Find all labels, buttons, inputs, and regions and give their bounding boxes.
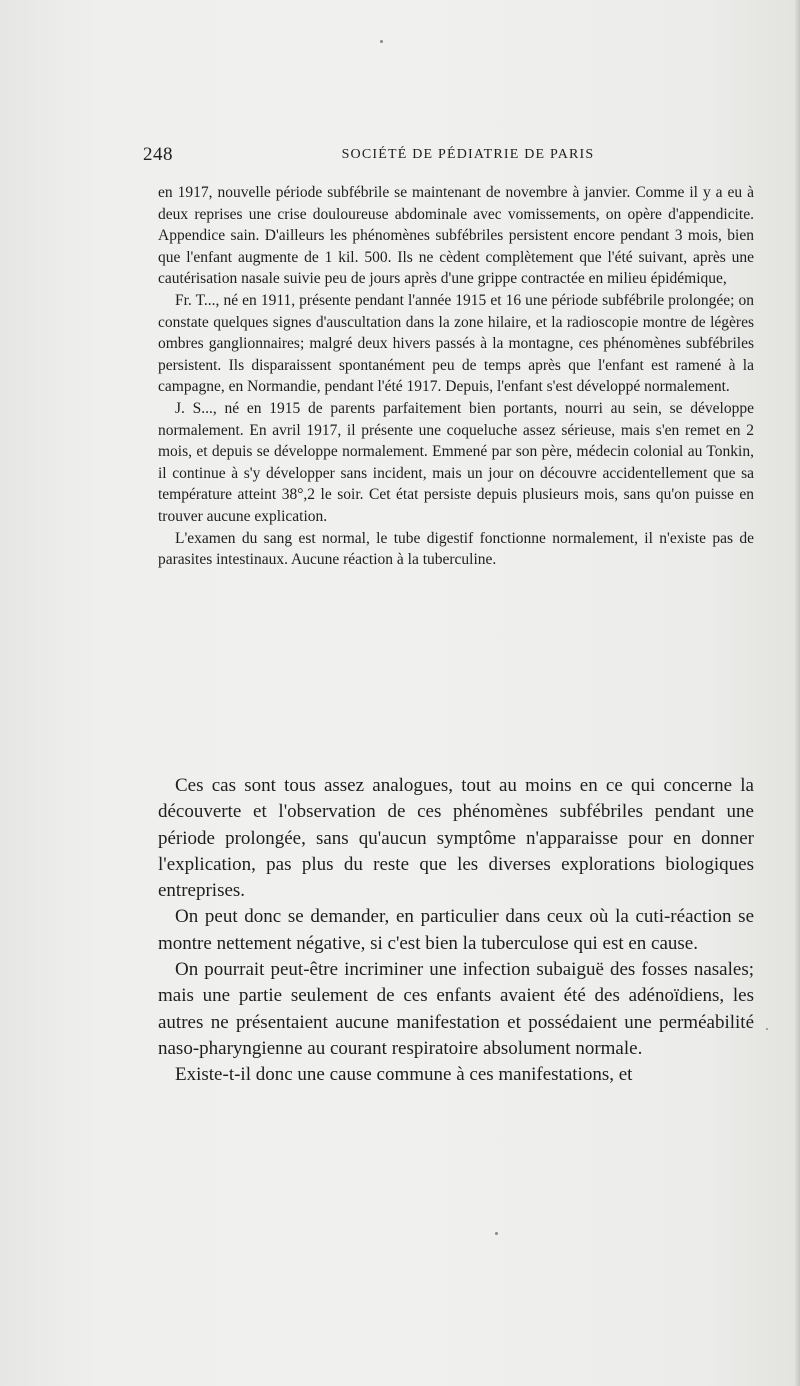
paper-speck — [380, 40, 383, 43]
case-j-s-paragraph: J. S..., né en 1915 de parents parfaitement bien portants, nourri au sein, se développe normalement. En avril 1917, il présente une coqueluche assez sérieuse, mais s'en remet en 2 mois, et depuis se développe normalement. Emmené par son père, médecin colonial au Tonkin, il continue à s'y développer sans incident, mais un jour on découvre accidentellement que sa température atteint 38°,2 le soir. Cet état persiste depuis plusieurs mois, sans qu'on puisse en trouver aucune explication. — [158, 399, 754, 525]
case-j-s-exam-paragraph: L'examen du sang est normal, le tube digestif fonctionne normalement, il n'existe pas de parasites intestinaux. Aucune réaction à la tuberculine. — [158, 529, 754, 569]
discussion-paragraph: On peut donc se demander, en particulier dans ceux où la cuti-réaction se montre nettement négative, si c'est bien la tuberculose qui est en cause. — [158, 906, 754, 954]
discussion-section — [158, 773, 754, 1089]
running-title: SOCIÉTÉ DE PÉDIATRIE DE PARIS — [341, 147, 595, 162]
page-edge-shadow — [794, 0, 800, 1386]
case-reports-section — [158, 182, 754, 571]
discussion-paragraph: On pourrait peut-être incriminer une infection subaiguë des fosses nasales; mais une partie seulement de ces enfants avaient été des adénoïdiens, les autres ne présentaient aucune manifestation et possédaient une perméabilité naso-pharyngienne au courant respiratoire absolument normale. — [158, 959, 754, 1059]
paragraph-continued: en 1917, nouvelle période subfébrile se maintenant de novembre à janvier. Comme il y a eu à deux reprises une crise douloureuse abdominale avec vomissements, on opère d'appendicite. Appendice sain. D'ailleurs les phénomènes subfébriles persistent encore pendant 3 mois, bien que l'enfant augmente de 1 kil. 500. Ils ne cèdent complètement que l'été suivant, après une cautérisation nasale suivie peu de jours après d'une grippe contractée en milieu épidémique, — [158, 184, 754, 288]
page-number: 248 — [143, 144, 173, 165]
page-header — [143, 144, 753, 168]
discussion-paragraph: Existe-t-il donc une cause commune à ces manifestations, et — [175, 1064, 633, 1086]
discussion-paragraph: Ces cas sont tous assez analogues, tout au moins en ce qui concerne la découverte et l'observation de ces phénomènes subfébriles pendant une période prolongée, sans qu'aucun symptôme n'apparaisse pour en donner l'explication, pas plus du reste que les diverses explorations biologiques entreprises. — [158, 775, 754, 902]
paper-speck — [495, 1232, 498, 1235]
case-fr-t-paragraph: Fr. T..., né en 1911, présente pendant l'année 1915 et 16 une période subfébrile prolongée; on constate quelques signes d'auscultation dans la zone hilaire, et la radioscopie montre de légères ombres ganglionnaires; malgré deux hivers passés à la montagne, ces phénomènes subfébriles persistent. Ils disparaissent spontanément peu de temps après que l'enfant est ramené à la campagne, en Normandie, pendant l'été 1917. Depuis, l'enfant s'est développé normalement. — [158, 291, 754, 396]
paper-speck — [766, 1028, 768, 1030]
